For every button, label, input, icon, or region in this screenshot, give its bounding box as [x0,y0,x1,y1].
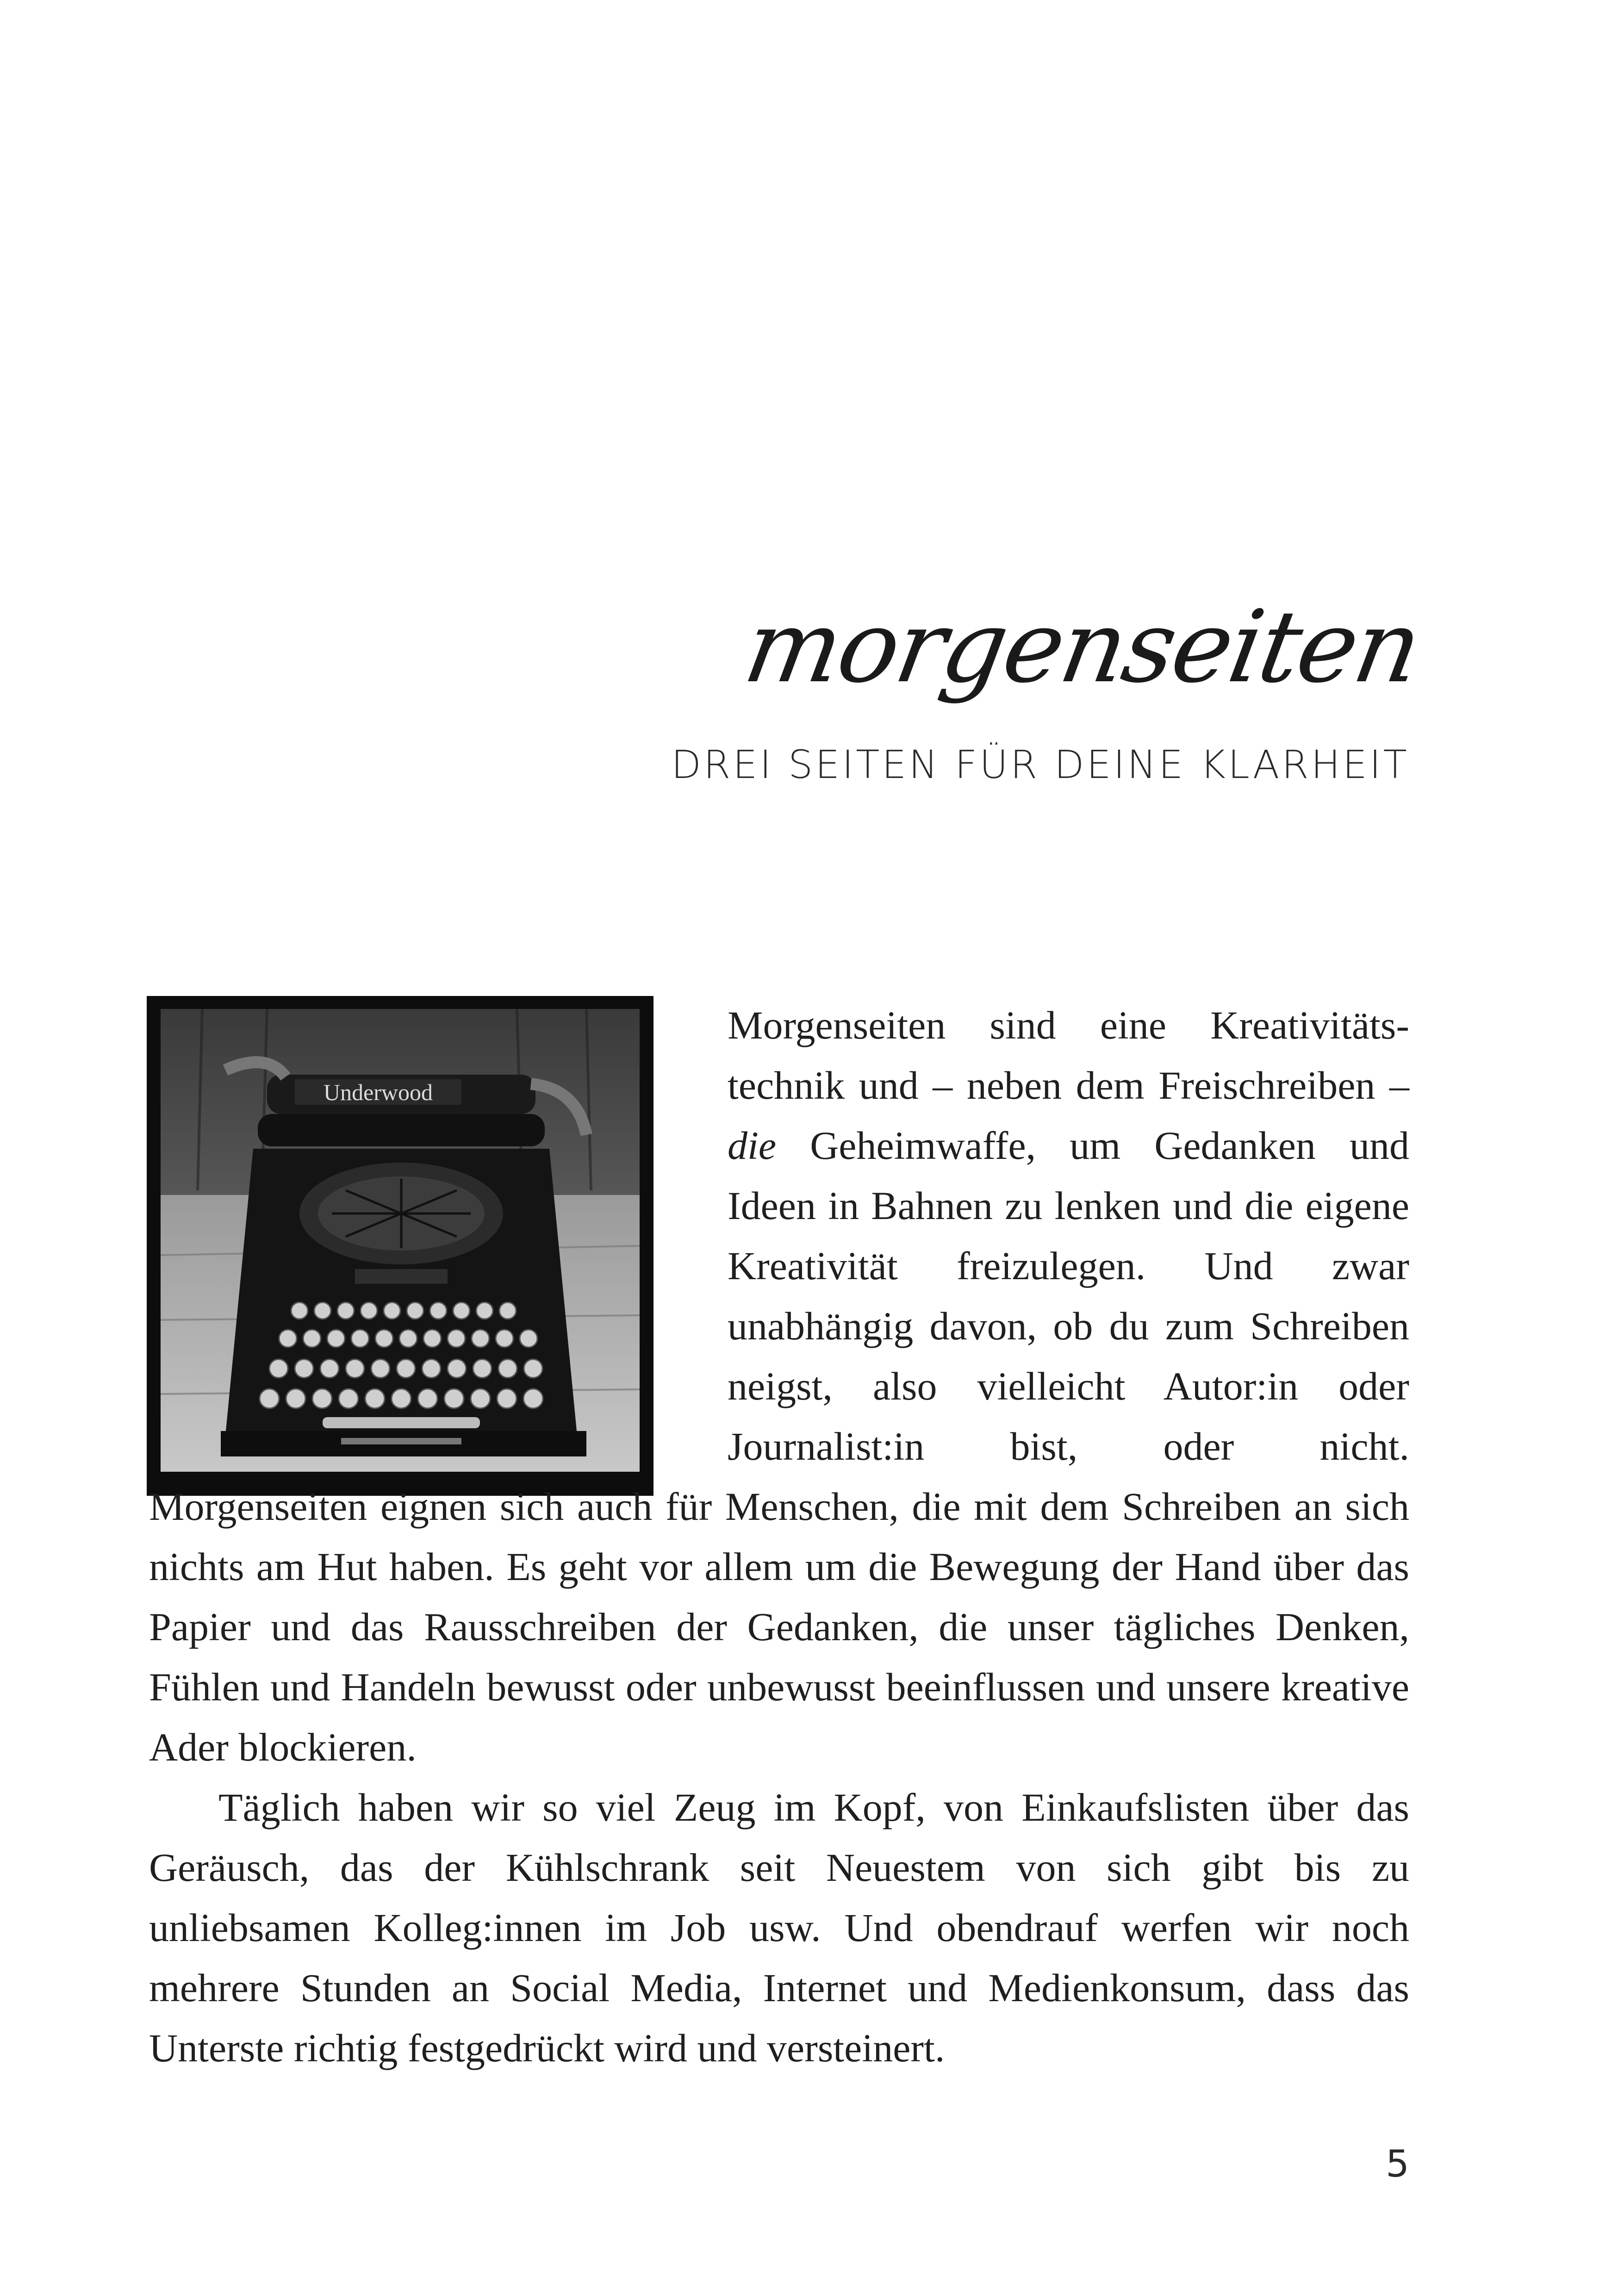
paragraph-2: Täglich haben wir so viel Zeug im Kopf, von Einkaufslisten über das Geräusch, das der Kühlschrank seit Neuestem von sich gibt bis zu unliebsamen Kolleg:innen im Job usw. Und obendrauf werfen wir noch mehrere Stunden an Social Media, Internet und Medienkonsum, dass das Unterste richtig festgedrückt wird und versteinert. [149,1785,1409,2070]
body-text [149,995,1409,2078]
page-number: 5 [1386,2142,1409,2185]
paragraph-1-part-a: Morgenseiten sind eine Kreativitätstechnik und – neben dem Freischreiben – [728,1003,1409,1108]
brand-label: Underwood [323,1079,433,1105]
paragraph-1-emphasis: die [728,1123,777,1168]
paragraph-1-part-b: Geheimwaffe, um Gedanken und Ideen in Bahnen zu lenken und die eigene Kreativität freizulegen. Und zwar unabhängig davon, ob du zum Schreiben neigst, also vielleicht Autor:in oder Journalist:in bist, oder nicht. Morgenseiten eignen sich auch für Menschen, die mit dem Schreiben an sich nichts am Hut haben. Es geht vor allem um die Bewegung der Hand über das Papier und das Rausschreiben der Gedanken, die unser tägliches Denken, Fühlen und Handeln bewusst oder unbewusst beeinflussen und unsere kreative Ader blockieren. [149,1123,1409,1769]
chapter-subtitle: DREI SEITEN FÜR DEINE KLARHEIT [671,742,1409,787]
image-float-spacer [149,995,728,1474]
chapter-title: morgenseiten [736,589,1429,705]
